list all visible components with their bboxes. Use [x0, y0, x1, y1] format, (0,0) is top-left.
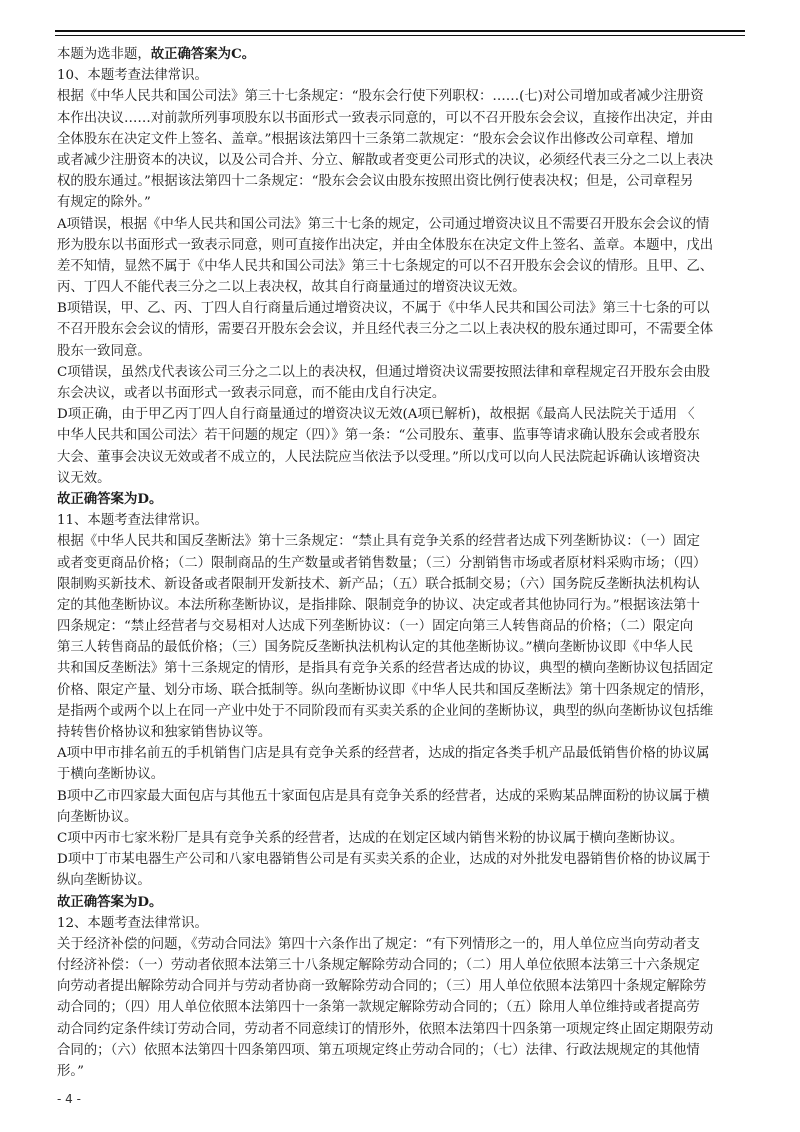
text-line: [57, 1019, 747, 1040]
text-line: [57, 425, 747, 446]
line-text: 动合同的；（四）用人单位依照本法第四十一条第一款规定解除劳动合同的；（五）除用人单位维持或者提高劳: [57, 1000, 700, 1016]
text-line: [57, 1040, 747, 1061]
text-line: [57, 489, 747, 510]
line-text: 股东一致同意。: [57, 343, 151, 359]
text-line: [57, 192, 747, 213]
text-line: [57, 616, 747, 637]
line-text: 价格、限定产量、划分市场、联合抵制等。纵向垄断协议即《中华人民共和国反垄断法》第十四条规定的情形，: [57, 682, 714, 698]
line-text: 于横向垄断协议。: [57, 767, 165, 783]
text-line: [57, 934, 747, 955]
answer-text: 故正确答案为D。: [57, 893, 163, 910]
line-text: 形为股东以书面形式一致表示同意，则可直接作出决定，并由全体股东在决定文件上签名、盖章。本题中，戊出: [57, 237, 714, 253]
text-line: [57, 680, 747, 701]
line-text: 付经济补偿：（一）劳动者依照本法第三十八条规定解除劳动合同的；（二）用人单位依照本法第三十六条规定: [57, 958, 700, 974]
line-text: 全体股东在决定文件上签名、盖章。”根据该法第四十三条第二款规定：“股东会会议作出修改公司章程、增加: [57, 131, 694, 147]
line-text: D项正确，由于甲乙丙丁四人自行商量通过的增资决议无效(A项已解析)，故根据《最高人民法院关于适用 〈: [57, 407, 695, 423]
text-line: [57, 86, 747, 107]
text-line: [57, 383, 747, 404]
line-text: 限制购买新技术、新设备或者限制开发新技术、新产品；（五）联合抵制交易；（六）国务院反垄断执法机构认: [57, 576, 700, 592]
text-line: [57, 574, 747, 595]
line-text: 10、本题考查法律常识。: [57, 68, 208, 84]
text-line: [57, 129, 747, 150]
text-line: [57, 786, 747, 807]
text-line: [57, 637, 747, 658]
line-text: 向垄断协议。: [57, 809, 138, 825]
text-line: [57, 722, 747, 743]
line-text: C项中丙市七家米粉厂是具有竞争关系的经营者，达成的在划定区域内销售米粉的协议属于横向垄断协议。: [57, 830, 684, 846]
line-text: 东会决议，或者以书面形式一致表示同意，而不能由戊自行决定。: [57, 386, 446, 401]
text-line: [57, 171, 747, 192]
line-text: 形。”: [57, 1064, 84, 1079]
text-line: [57, 341, 747, 362]
line-text: 中华人民共和国公司法〉若干问题的规定（四）》第一条：“公司股东、董事、监事等请求确认股东会或者股东: [57, 428, 700, 444]
line-text: 本作出决议……对前款所列事项股东以书面形式一致表示同意的，可以不召开股东会会议，直接作出决定，并由: [57, 110, 714, 126]
text-line: [57, 362, 747, 383]
text-line: [57, 849, 747, 870]
line-text: C项错误，虽然戊代表该公司三分之二以上的表决权，但通过增资决议需要按照法律和章程规定召开股东会由股: [57, 364, 710, 380]
line-text: 根据《中华人民共和国反垄断法》第十三条规定：“禁止具有竞争关系的经营者达成下列垄断协议：（一）固定: [57, 534, 700, 550]
text-line: [57, 531, 747, 552]
text-line: [57, 277, 747, 298]
text-line: [57, 870, 747, 891]
line-text: 纵向垄断协议。: [57, 873, 151, 889]
text-line: [57, 892, 747, 913]
text-line: [57, 447, 747, 468]
page-number: - 4 -: [57, 1092, 81, 1106]
answer-text: 故正确答案为C。: [150, 46, 256, 62]
text-line: [57, 235, 747, 256]
text-line: [57, 913, 747, 934]
text-line: [57, 468, 747, 489]
line-text: 共和国反垄断法》第十三条规定的情形，是指具有竞争关系的经营者达成的协议，典型的横向垄断协议包括固定: [57, 661, 714, 677]
line-text: A项中甲市排名前五的手机销售门店是具有竞争关系的经营者，达成的指定各类手机产品最低销售价格的协议属: [57, 746, 710, 762]
header-rule-thin: [55, 35, 745, 36]
text-line: [57, 976, 747, 997]
text-line: [57, 701, 747, 722]
line-text: 关于经济补偿的问题，《劳动合同法》第四十六条作出了规定：“有下列情形之一的，用人单位应当向劳动者支: [57, 936, 700, 952]
line-text: 是指两个或两个以上在同一产业中处于不同阶段而有买卖关系的企业间的垄断协议，典型的纵向垄断协议包括维: [57, 703, 714, 719]
line-text: 或者变更商品价格；（二）限制商品的生产数量或者销售数量；（三）分割销售市场或者原材料采购市场；（四）: [57, 555, 707, 571]
line-text: 权的股东通过。”根据该法第四十二条规定：“股东会会议由股东按照出资比例行使表决权；但是，公司章程另: [57, 174, 694, 190]
text-line: [57, 108, 747, 129]
line-text: 持转售价格协议和独家销售协议等。: [57, 725, 272, 740]
text-line: [57, 256, 747, 277]
text-line: [57, 658, 747, 679]
text-line: [57, 1061, 747, 1082]
text-line: [57, 997, 747, 1018]
line-text: 合同的；（六）依照本法第四十四条第四项、第五项规定终止劳动合同的；（七）法律、行政法规规定的其他情: [57, 1042, 700, 1058]
text-line: [57, 807, 747, 828]
line-text: 或者减少注册资本的决议，以及公司合并、分立、解散或者变更公司形式的决议，必须经代表三分之二以上表决: [57, 152, 714, 168]
line-text: A项错误，根据《中华人民共和国公司法》第三十七条的规定，公司通过增资决议且不需要召开股东会会议的情: [57, 216, 710, 232]
text-line: [57, 150, 747, 171]
line-text: 丙、丁四人不能代表三分之二以上表决权，故其自行商量通过的增资决议无效。: [57, 280, 526, 296]
line-text: 有规定的除外。”: [57, 195, 151, 211]
text-line: [57, 764, 747, 785]
text-line: [57, 65, 747, 86]
line-text: 动合同约定条件续订劳动合同，劳动者不同意续订的情形外，依照本法第四十四条第一项规定终止固定期限劳动: [57, 1021, 714, 1037]
text-line: [57, 595, 747, 616]
line-text: 根据《中华人民共和国公司法》第三十七条规定：“股东会行使下列职权：……(七)对公司增加或者减少注册资: [57, 89, 704, 105]
line-text: 议无效。: [57, 470, 111, 486]
line-text: B项错误，甲、乙、丙、丁四人自行商量后通过增资决议，不属于《中华人民共和国公司法》第三十七条的可以: [57, 301, 710, 317]
text-line: [57, 553, 747, 574]
text-line: [57, 404, 747, 425]
line-text: D项中丁市某电器生产公司和八家电器销售公司是有买卖关系的企业，达成的对外批发电器销售价格的协议属于: [57, 852, 711, 868]
line-text: 本题为选非题，: [57, 47, 151, 62]
text-line: [57, 955, 747, 976]
document-body: [57, 44, 747, 1082]
text-line: [57, 828, 747, 849]
text-line: [57, 510, 747, 531]
text-line: [57, 743, 747, 764]
line-text: 四条规定：“禁止经营者与交易相对人达成下列垄断协议：（一）固定向第三人转售商品的价格；（二）限定向: [57, 619, 694, 635]
line-text: 差不知情，显然不属于《中华人民共和国公司法》第三十七条规定的可以不召开股东会会议的情形。且甲、乙、: [57, 258, 714, 274]
text-line: [57, 214, 747, 235]
text-line: [57, 44, 747, 65]
line-text: 定的其他垄断协议。本法所称垄断协议，是指排除、限制竞争的协议、决定或者其他协同行为。”根据该法第十: [57, 597, 700, 613]
line-text: 11、本题考查法律常识。: [57, 513, 208, 529]
line-text: 向劳动者提出解除劳动合同并与劳动者协商一致解除劳动合同的；（三）用人单位依照本法第四十条规定解除劳: [57, 979, 707, 995]
line-text: 第三人转售商品的最低价格；（三）国务院反垄断执法机构认定的其他垄断协议。”横向垄断协议即《中华人民: [57, 640, 694, 656]
header-rule: [55, 30, 745, 32]
line-text: B项中乙市四家最大面包店与其他五十家面包店是具有竞争关系的经营者，达成的采购某品牌面粉的协议属于横: [57, 788, 710, 804]
answer-text: 故正确答案为D。: [57, 490, 163, 507]
line-text: 不召开股东会会议的情形，需要召开股东会会议，并且经代表三分之二以上表决权的股东通过即可，不需要全体: [57, 322, 714, 338]
text-line: [57, 298, 747, 319]
line-text: 12、本题考查法律常识。: [57, 915, 208, 931]
text-line: [57, 319, 747, 340]
line-text: 大会、董事会决议无效或者不成立的，人民法院应当依法予以受理。”所以戊可以向人民法院起诉确认该增资决: [57, 449, 700, 465]
